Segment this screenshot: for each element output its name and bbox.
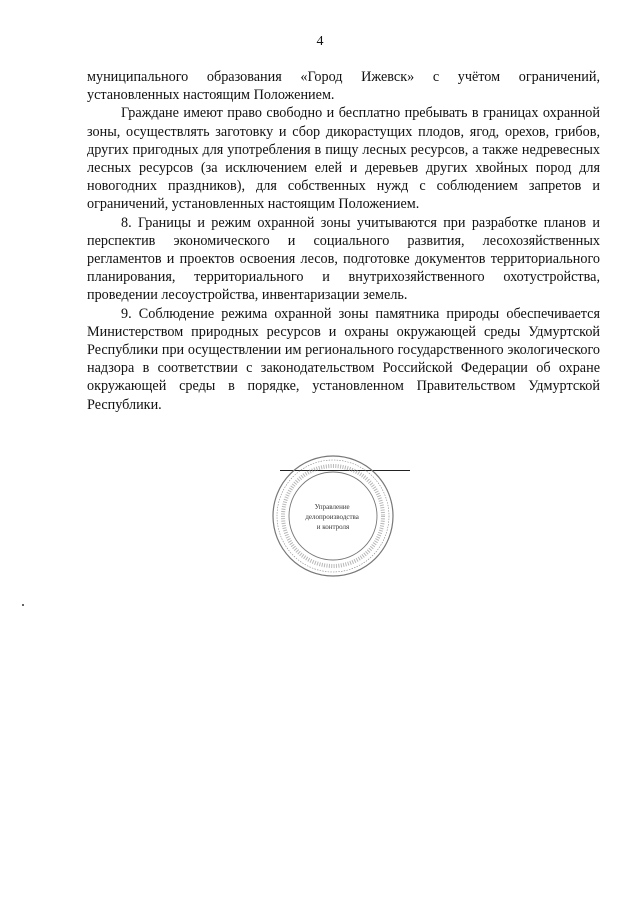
paragraph-continuation: муниципального образования «Город Ижевск» с учётом ограничений, установленных настоящим Положением. [87,69,600,104]
page-number: 4 [316,34,324,49]
paragraph-9-compliance: 9. Соблюдение режима охранной зоны памятника природы обеспечивается Министерством природных ресурсов и охраны окружающей среды Удмуртской Республики при осуществлении им регионального государственного экологического надзора в соответствии с законодательством Российской Федерации об охране окружающей среды в порядке, установленном Правительством Удмуртской Республики. [87,305,600,413]
paragraph-8-boundaries: 8. Границы и режим охранной зоны учитываются при разработке планов и перспектив экономического и социального развития, лесохозяйственных регламентов и проектов освоения лесов, подготовке документов территориального планирования, территориального и внутрихозяйственного охотустройства, проведении лесоустройства, инвентаризации земель. [87,214,600,304]
official-stamp [270,453,396,579]
stamp-center-text: Управление делопроизводства и контроля [305,503,359,531]
document-body [87,68,600,414]
paragraph-citizens-rights: Граждане имеют право свободно и бесплатно пребывать в границах охранной зоны, осуществлять заготовку и сбор дикорастущих плодов, ягод, орехов, грибов, других пригодных для употребления в пищу лесных ресурсов, а также недревесных лесных ресурсов (за исключением елей и деревьев других хвойных пород для новогодних праздников), для собственных нужд с соблюдением запретов и ограничений, установленных настоящим Положением. [87,105,600,213]
scan-speck [22,604,24,606]
